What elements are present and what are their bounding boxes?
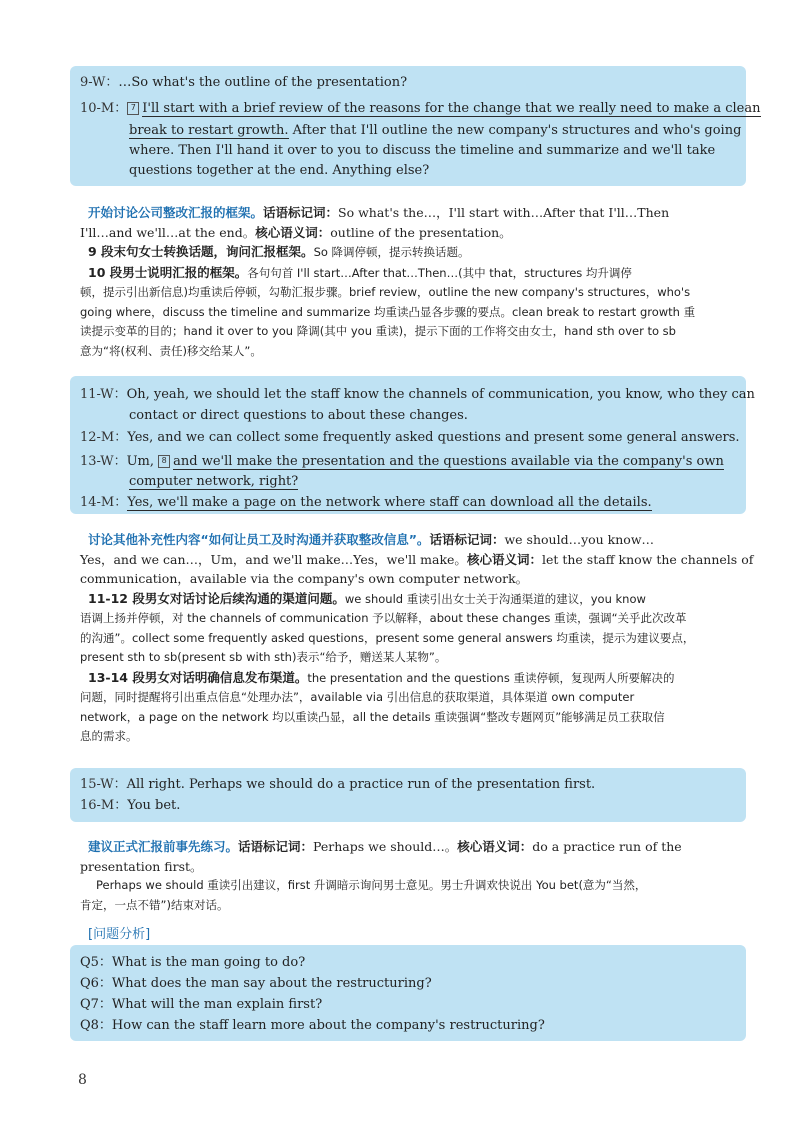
dialogue-line-14: [80, 494, 652, 512]
dialogue-text: You bet.: [127, 798, 181, 813]
marker-text: So what's the…，I'll start with…After that I'll…Then: [338, 205, 670, 220]
analysis-2: [80, 530, 754, 747]
marker-text: I'll…and we'll…at the end。: [80, 224, 256, 240]
dialogue-line-10d: [129, 162, 429, 180]
question-q5: Q5：What is the man going to do?: [80, 955, 306, 970]
question-q7: Q7：What will the man explain first?: [80, 997, 323, 1012]
dialogue-text: All right. Perhaps we should do a practice run of the presentation first.: [126, 777, 596, 792]
questions-box: [70, 945, 746, 1041]
dialogue-text: questions together at the end. Anything else?: [129, 163, 430, 178]
dialogue-text: Yes, and we can collect some frequently asked questions and present some general answers.: [127, 430, 740, 445]
dialogue-text: Um,: [126, 454, 159, 469]
speaker-label: 13-W：: [80, 454, 127, 469]
section-title: [问题分析]: [88, 927, 151, 942]
paragraph-text: 问题，同时提醒将引出重点信息“处理办法”，available via 引出信息的获取渠道，具体渠道 own computer: [80, 690, 635, 704]
paragraph-text: 各句句首 I'll start…After that…Then…(其中 that，structures 均升调停: [247, 265, 632, 280]
question-q6: Q6：What does the man say about the restructuring?: [80, 976, 432, 991]
marker-text: we should…you know…: [504, 532, 655, 547]
paragraph-text: 的沟通”。collect some frequently asked questions，present some general answers 均重读，提示为建议要点，: [80, 630, 695, 645]
core-text: let the staff know the channels of: [541, 551, 754, 567]
dialogue-line-9: [80, 74, 407, 92]
speaker-label: 16-M：: [80, 798, 128, 813]
speaker-label: 14-M：: [80, 495, 128, 510]
underlined-text: Yes, we'll make a page on the network where staff can download all the details.: [127, 495, 652, 510]
paragraph-text: 语调上扬并停顿，对 the channels of communication 予以解释，about these changes 重读，强调“关乎此次改革: [80, 611, 687, 625]
dialogue-line-13b: [129, 473, 298, 491]
paragraph-heading: 10 段男士说明汇报的框架。: [88, 264, 248, 280]
dialogue-line-11b: [129, 407, 468, 425]
paragraph-text: we should 重读引出女士关于沟通渠道的建议，you know: [344, 591, 646, 606]
question-q8: Q8：How can the staff learn more about the company's restructuring?: [80, 1018, 545, 1033]
speaker-label: 10-M：: [80, 101, 128, 116]
speaker-label: 12-M：: [80, 430, 128, 445]
core-text: outline of the presentation。: [330, 224, 512, 240]
dialogue-line-12: [80, 429, 740, 447]
analysis-1: [80, 203, 750, 361]
paragraph-heading: 11-12 段男女对话讨论后续沟通的渠道问题。: [88, 590, 345, 606]
marker-text: Yes，and we can…，Um，and we'll make…Yes，we'll make。: [80, 551, 467, 567]
analysis-3: [80, 837, 750, 915]
dialogue-box-3: [70, 768, 746, 822]
core-label: 核心语义词：: [466, 551, 542, 567]
core-text: do a practice run of the: [532, 839, 682, 854]
paragraph-text: Perhaps we should 重读引出建议，first 升调暗示询问男士意见。男士升调欢快说出 You bet(意为“当然，: [96, 878, 647, 892]
dialogue-text: contact or direct questions to about these changes.: [129, 408, 468, 423]
dialogue-text: Oh, yeah, we should let the staff know the channels of communication, you know, who they can: [126, 387, 755, 402]
marker-text: Perhaps we should…。: [313, 839, 458, 854]
dialogue-line-13a: [80, 453, 724, 471]
paragraph-text: 息的需求。: [80, 729, 138, 743]
dialogue-box-2: [70, 376, 755, 514]
question-marker-icon: 8: [158, 455, 170, 468]
paragraph-text: the presentation and the questions 重读停顿，复现两人所要解决的: [307, 670, 675, 685]
dialogue-line-16: [80, 797, 180, 815]
core-text: communication，available via the company's own computer network。: [80, 571, 529, 586]
marker-label: 话语标记词：: [238, 839, 314, 854]
paragraph-text: present sth to sb(present sb with sth)表示“给予，赠送某人某物”。: [80, 650, 447, 664]
dialogue-line-10a: [80, 100, 761, 118]
paragraph-text: 肯定，一点不错”)结束对话。: [80, 897, 229, 912]
marker-label: 话语标记词：: [429, 532, 505, 547]
paragraph-heading: 9 段末句女士转换话题，询问汇报框架。: [88, 244, 314, 259]
speaker-label: 11-W：: [80, 387, 127, 402]
dialogue-line-15: [80, 776, 595, 794]
dialogue-text: …So what's the outline of the presentation?: [118, 75, 408, 90]
underlined-text: I'll start with a brief review of the reasons for the change that we really need to make a clean: [142, 101, 761, 116]
marker-label: 话语标记词：: [263, 205, 339, 220]
question-marker-icon: 7: [127, 102, 139, 115]
speaker-label: 9-W：: [80, 75, 119, 90]
paragraph-text: 读提示变革的目的；hand it over to you 降调(其中 you 重读)，提示下面的工作将交由女士，hand sth over to sb: [80, 324, 676, 338]
core-text: presentation first。: [80, 858, 203, 874]
dialogue-text: where. Then I'll hand it over to you to discuss the timeline and summarize and we'll take: [129, 143, 716, 158]
dialogue-text: After that I'll outline the new company's structures and who's going: [288, 123, 742, 138]
underlined-text: and we'll make the presentation and the questions available via the company's own: [173, 454, 724, 469]
underlined-text: break to restart growth.: [129, 123, 289, 138]
paragraph-text: 意为“将(权利、责任)移交给某人”。: [80, 343, 262, 358]
core-label: 核心语义词：: [255, 224, 331, 240]
paragraph-text: network，a page on the network 均以重读凸显，all the details 重读强调“整改专题网页”能够满足员工获取信: [80, 709, 665, 724]
core-label: 核心语义词：: [457, 839, 533, 854]
speaker-label: 15-W：: [80, 777, 127, 792]
dialogue-line-11a: [80, 386, 755, 404]
paragraph-text: So 降调停顿，提示转换话题。: [313, 245, 470, 259]
paragraph-text: going where，discuss the timeline and summarize 均重读凸显各步骤的要点。clean break to restart growth 重: [80, 304, 696, 319]
page-number: 8: [78, 1072, 87, 1088]
analysis-heading: 开始讨论公司整改汇报的框架。: [88, 205, 264, 220]
dialogue-line-10b: [129, 122, 741, 140]
dialogue-line-10c: [129, 142, 715, 160]
underlined-text: computer network, right?: [129, 474, 299, 489]
paragraph-text: 顿，提示引出新信息)均重读后停顿，勾勒汇报步骤。brief review，outline the new company's structures，who's: [80, 285, 691, 299]
analysis-heading: 建议正式汇报前事先练习。: [88, 839, 239, 854]
analysis-heading: 讨论其他补充性内容“如何让员工及时沟通并获取整改信息”。: [88, 532, 430, 547]
paragraph-heading: 13-14 段男女对话明确信息发布渠道。: [88, 669, 308, 685]
dialogue-box-1: [70, 66, 761, 186]
